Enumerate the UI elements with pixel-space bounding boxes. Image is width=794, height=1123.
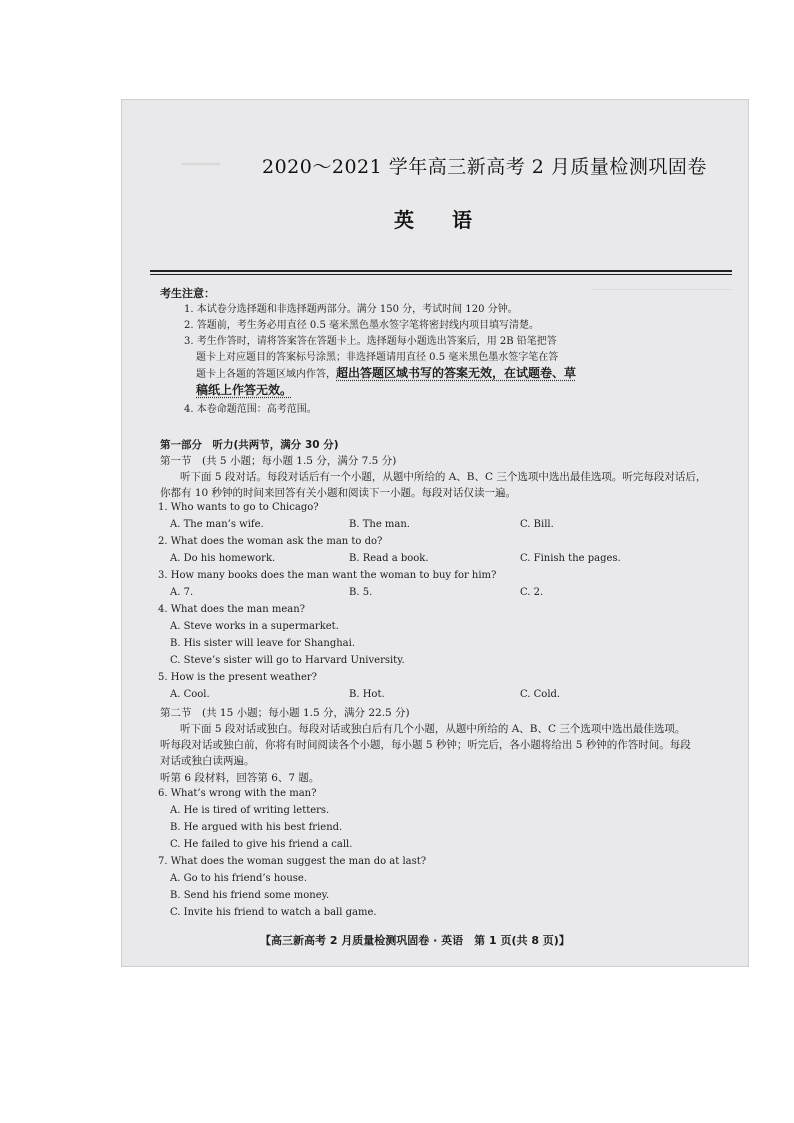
question-5-stem: 5. How is the present weather? bbox=[158, 672, 318, 683]
question-2-option-b: B. Read a book. bbox=[349, 553, 429, 564]
page-footer: 【高三新高考 2 月质量检测巩固卷 · 英语 第 1 页(共 8 页)】 bbox=[260, 934, 570, 947]
section1-instruction: 听下面 5 段对话。每段对话后有一个小题，从题中所给的 A、B、C 三个选项中选出最佳选项。听完每段对话后， bbox=[180, 471, 707, 483]
subject-title: 英语 bbox=[394, 208, 510, 232]
question-3-option-a: A. 7. bbox=[170, 587, 194, 598]
question-1-option-b: B. The man. bbox=[349, 519, 410, 530]
question-3-option-b: B. 5. bbox=[349, 587, 373, 598]
question-7-stem: 7. What does the woman suggest the man do at last? bbox=[158, 856, 427, 867]
notice-item-4: 4. 本卷命题范围：高考范围。 bbox=[184, 404, 317, 415]
question-7-option-c: C. Invite his friend to watch a ball game. bbox=[170, 907, 377, 918]
question-4-stem: 4. What does the man mean? bbox=[158, 604, 306, 615]
question-1-stem: 1. Who wants to go to Chicago? bbox=[158, 502, 319, 513]
question-2-option-a: A. Do his homework. bbox=[170, 553, 276, 564]
exam-title: 2020～2021 学年高三新高考 2 月质量检测巩固卷 bbox=[262, 156, 707, 178]
notice-emphasis-cont: 稿纸上作答无效。 bbox=[196, 383, 293, 397]
section2-instruction-cont2: 对话或独白读两遍。 bbox=[160, 755, 255, 767]
question-6-option-c: C. He failed to give his friend a call. bbox=[170, 839, 353, 850]
question-6-stem: 6. What’s wrong with the man? bbox=[158, 788, 317, 799]
question-6-option-a: A. He is tired of writing letters. bbox=[170, 805, 330, 816]
question-3-stem: 3. How many books does the man want the woman to buy for him? bbox=[158, 570, 497, 581]
bleed-through-mark: ═══════ bbox=[182, 160, 220, 170]
question-5-option-c: C. Cold. bbox=[520, 689, 561, 700]
header-rule bbox=[150, 270, 732, 272]
question-2-option-c: C. Finish the pages. bbox=[520, 553, 621, 564]
question-1-option-a: A. The man’s wife. bbox=[170, 519, 264, 530]
question-7-option-b: B. Send his friend some money. bbox=[170, 890, 330, 901]
material-note: 听第 6 段材料，回答第 6、7 题。 bbox=[160, 772, 320, 784]
question-1-option-c: C. Bill. bbox=[520, 519, 554, 530]
section2-heading: 第二节 (共 15 小题；每小题 1.5 分，满分 22.5 分) bbox=[160, 707, 410, 719]
question-6-option-b: B. He argued with his best friend. bbox=[170, 822, 343, 833]
question-2-stem: 2. What does the woman ask the man to do? bbox=[158, 536, 383, 547]
notice-item-3-cont: 题卡上对应题目的答案标号涂黑；非选择题请用直径 0.5 毫米黑色墨水签字笔在答 bbox=[196, 352, 559, 363]
question-5-option-a: A. Cool. bbox=[170, 689, 210, 700]
notice-emphasis: 超出答题区域书写的答案无效，在试题卷、草 bbox=[336, 366, 577, 380]
question-4-option-b: B. His sister will leave for Shanghai. bbox=[170, 638, 356, 649]
question-3-option-c: C. 2. bbox=[520, 587, 544, 598]
part1-heading: 第一部分 听力(共两节，满分 30 分) bbox=[160, 439, 339, 451]
notice-text: 题卡上各题的答题区域内作答， bbox=[196, 369, 336, 380]
section2-instruction-cont: 听每段对话或独白前，你将有时间阅读各个小题，每小题 5 秒钟；听完后，各小题将给出 5 秒钟的作答时间。每段 bbox=[160, 739, 691, 751]
notice-item-3-cont2 bbox=[196, 364, 576, 381]
question-5-option-b: B. Hot. bbox=[349, 689, 385, 700]
notice-item-1: 1. 本试卷分选择题和非选择题两部分。满分 150 分，考试时间 120 分钟。 bbox=[184, 304, 518, 315]
question-7-option-a: A. Go to his friend’s house. bbox=[170, 873, 307, 884]
section2-instruction: 听下面 5 段对话或独白。每段对话或独白后有几个小题，从题中所给的 A、B、C 三个选项中选出最佳选项。 bbox=[180, 723, 686, 735]
notice-item-2: 2. 答题前，考生务必用直径 0.5 毫米黑色墨水签字笔将密封线内项目填写清楚。 bbox=[184, 320, 539, 331]
notice-item-3: 3. 考生作答时，请将答案答在答题卡上。选择题每小题选出答案后，用 2B 铅笔把答 bbox=[184, 336, 557, 347]
section1-heading: 第一节 (共 5 小题；每小题 1.5 分，满分 7.5 分) bbox=[160, 455, 397, 467]
question-4-option-a: A. Steve works in a supermarket. bbox=[170, 621, 339, 632]
notice-heading: 考生注意： bbox=[160, 287, 215, 300]
bleed-through-mark bbox=[592, 275, 732, 290]
header-rule-thin bbox=[150, 274, 732, 275]
exam-page bbox=[121, 99, 749, 967]
question-4-option-c: C. Steve’s sister will go to Harvard University. bbox=[170, 655, 405, 666]
section1-instruction-cont: 你都有 10 秒钟的时间来回答有关小题和阅读下一小题。每段对话仅读一遍。 bbox=[160, 487, 517, 499]
